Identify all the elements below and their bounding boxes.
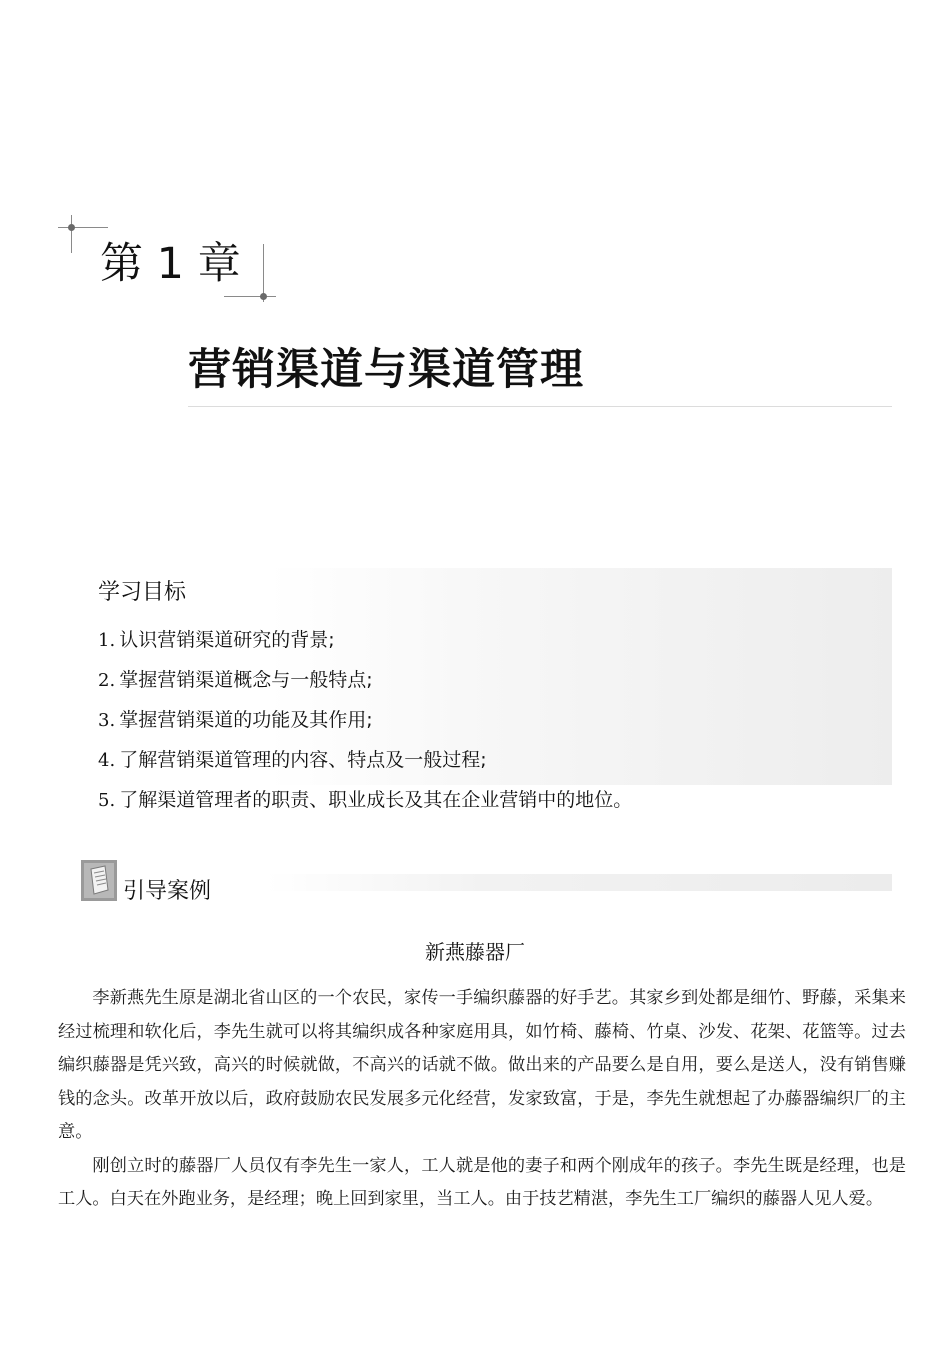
objective-item: [98, 622, 632, 662]
objective-number: 3.: [98, 710, 116, 731]
document-icon: [81, 860, 117, 901]
case-paragraph: 李新燕先生原是湖北省山区的一个农民，家传一手编织藤器的好手艺。其家乡到处都是细竹、野藤，采集来经过梳理和软化后，李先生就可以将其编织成各种家庭用具，如竹椅、藤椅、竹桌、沙发、花架、花篮等。过去编织藤器是凭兴致，高兴的时候就做，不高兴的话就不做。做出来的产品要么是自用，要么是送人，没有销售赚钱的念头。改革开放以后，政府鼓励农民发展多元化经营，发家致富，于是，李先生就想起了办藤器编织厂的主意。: [58, 988, 906, 1142]
crop-mark-top-dot: [68, 224, 75, 231]
objective-item: [98, 742, 632, 782]
case-body: [58, 982, 906, 1217]
crop-mark-bottom-line: [224, 296, 276, 297]
objective-item: [98, 662, 632, 702]
case-title: 新燕藤器厂: [425, 940, 525, 964]
objective-text: 了解营销渠道管理的内容、特点及一般过程;: [119, 749, 487, 771]
objective-text: 掌握营销渠道概念与一般特点;: [119, 669, 373, 691]
objective-number: 5.: [98, 790, 116, 811]
objective-text: 掌握营销渠道的功能及其作用;: [119, 709, 373, 731]
case-heading: 引导案例: [123, 879, 212, 904]
objective-text: 了解渠道管理者的职责、职业成长及其在企业营销中的地位。: [119, 789, 633, 811]
crop-mark-top-vertical: [71, 215, 72, 253]
chapter-title: 营销渠道与渠道管理: [188, 345, 584, 395]
objective-number: 2.: [98, 670, 116, 691]
crop-mark-top-line: [58, 227, 108, 228]
objective-number: 4.: [98, 750, 116, 771]
objective-number: 1.: [98, 630, 116, 651]
objective-item: [98, 702, 632, 742]
objective-text: 认识营销渠道研究的背景;: [119, 629, 335, 651]
case-paragraph: 刚创立时的藤器厂人员仅有李先生一家人，工人就是他的妻子和两个刚成年的孩子。李先生既是经理，也是工人。白天在外跑业务，是经理；晚上回到家里，当工人。由于技艺精湛，李先生工厂编织的藤器人见人爱。: [58, 1155, 906, 1209]
crop-mark-bottom-dot: [260, 293, 267, 300]
objective-item: [98, 782, 632, 822]
objectives-heading: 学习目标: [98, 580, 187, 605]
case-heading-bar: [266, 874, 892, 891]
objectives-list: [98, 622, 632, 822]
title-divider: [188, 406, 892, 407]
chapter-label: 第 1 章: [100, 239, 241, 289]
